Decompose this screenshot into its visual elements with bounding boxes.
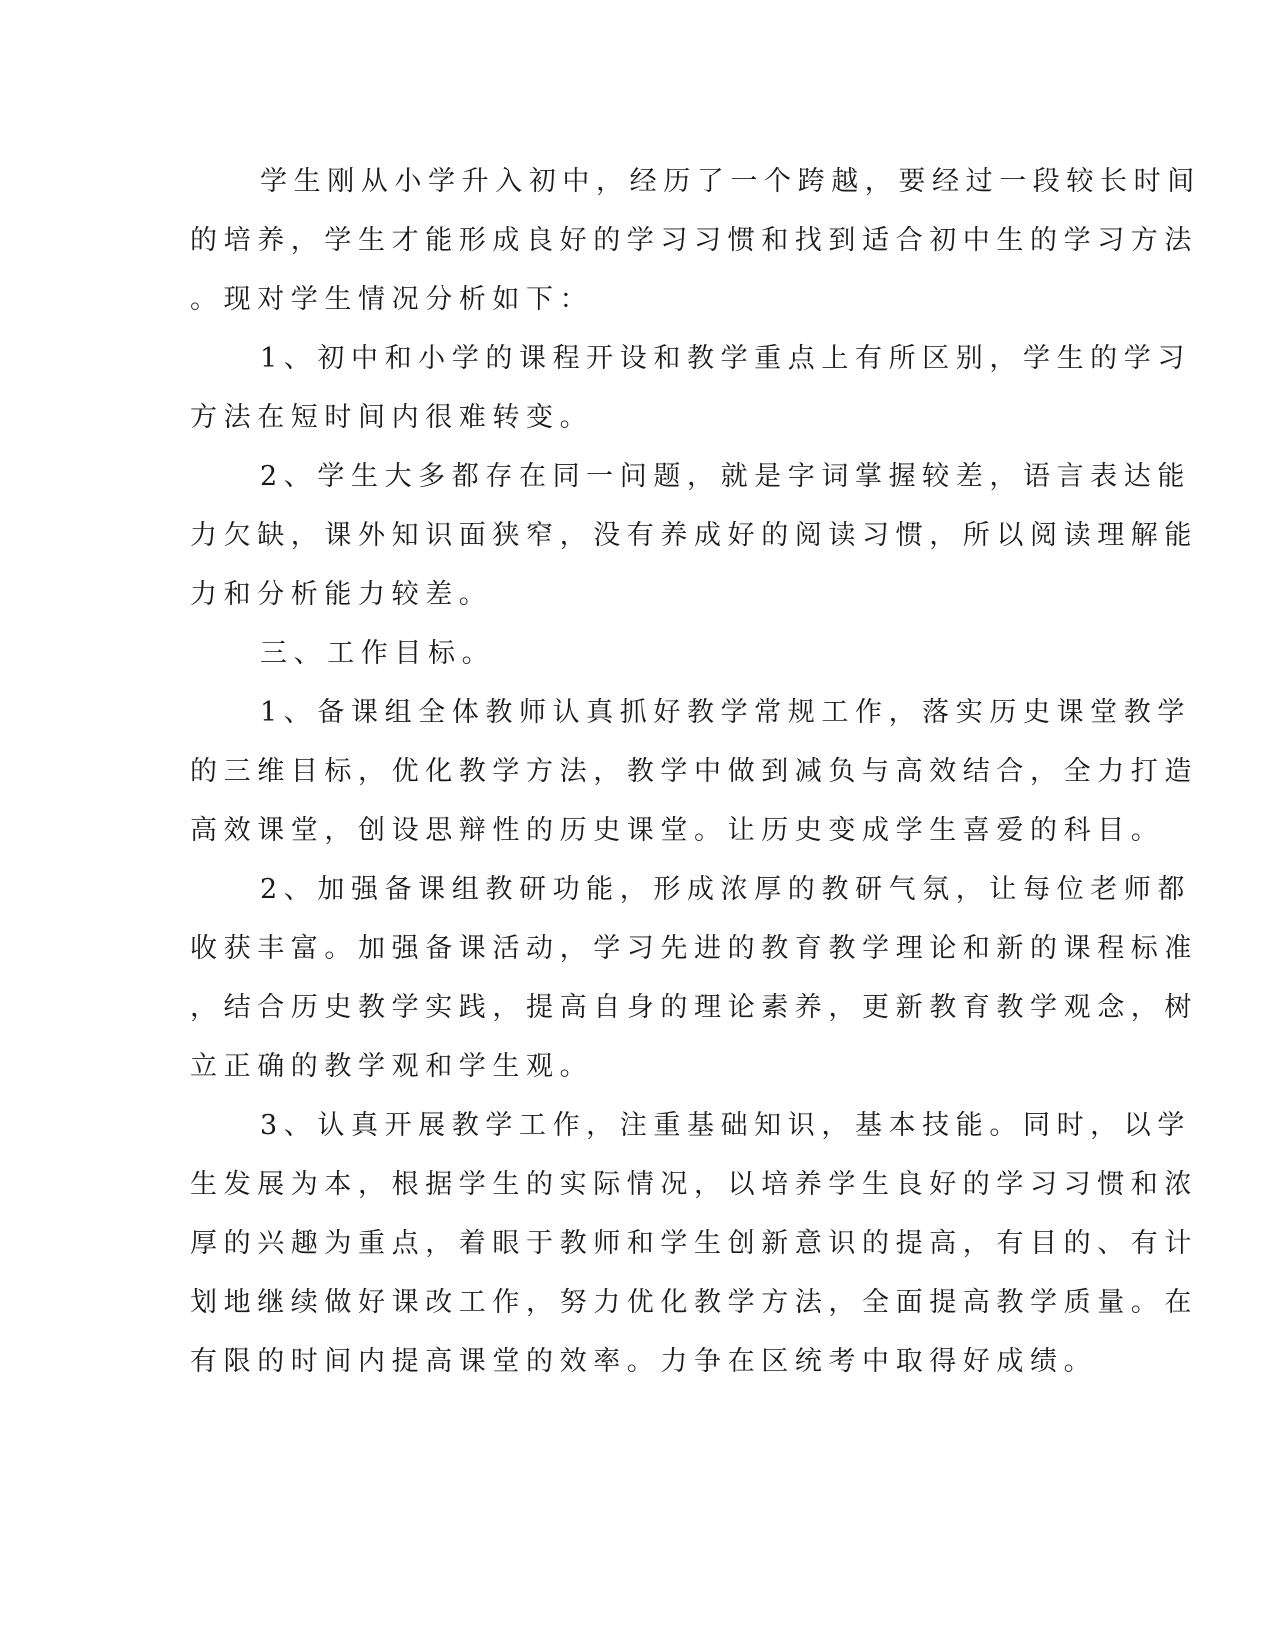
paragraph-5-line-4: 立正确的教学观和学生观。 <box>190 1051 594 1082</box>
paragraph-5-line-3: ，结合历史教学实践，提高自身的理论素养，更新教育教学观念，树 <box>190 992 1198 1023</box>
paragraph-2-line-1: 1、初中和小学的课程开设和教学重点上有所区别，学生的学习 <box>260 343 1191 374</box>
paragraph-6-line-4: 划地继续做好课改工作，努力优化教学方法，全面提高教学质量。在 <box>190 1287 1198 1318</box>
paragraph-3-line-2: 力欠缺，课外知识面狭窄，没有养成好的阅读习惯，所以阅读理解能 <box>190 520 1198 551</box>
paragraph-1-line-3: 。现对学生情况分析如下： <box>190 284 594 315</box>
section-heading-work-goals: 三、工作目标。 <box>260 638 496 669</box>
paragraph-1-line-1: 学生刚从小学升入初中，经历了一个跨越，要经过一段较长时间 <box>260 166 1201 197</box>
paragraph-6-line-3: 厚的兴趣为重点，着眼于教师和学生创新意识的提高，有目的、有计 <box>190 1228 1198 1259</box>
paragraph-3-line-3: 力和分析能力较差。 <box>190 579 493 610</box>
paragraph-2-line-2: 方法在短时间内很难转变。 <box>190 402 594 433</box>
paragraph-4-line-1: 1、备课组全体教师认真抓好教学常规工作，落实历史课堂教学 <box>260 697 1191 728</box>
paragraph-6-line-1: 3、认真开展教学工作，注重基础知识，基本技能。同时，以学 <box>260 1110 1191 1141</box>
paragraph-3-line-1: 2、学生大多都存在同一问题，就是字词掌握较差，语言表达能 <box>260 461 1191 492</box>
paragraph-6-line-2: 生发展为本，根据学生的实际情况，以培养学生良好的学习习惯和浓 <box>190 1169 1198 1200</box>
paragraph-4-line-3: 高效课堂，创设思辩性的历史课堂。让历史变成学生喜爱的科目。 <box>190 815 1165 846</box>
paragraph-5-line-1: 2、加强备课组教研功能，形成浓厚的教研气氛，让每位老师都 <box>260 874 1191 905</box>
paragraph-6-line-5: 有限的时间内提高课堂的效率。力争在区统考中取得好成绩。 <box>190 1346 1098 1377</box>
paragraph-4-line-2: 的三维目标，优化教学方法，教学中做到减负与高效结合，全力打造 <box>190 756 1198 787</box>
paragraph-1-line-2: 的培养，学生才能形成良好的学习习惯和找到适合初中生的学习方法 <box>190 225 1198 256</box>
paragraph-5-line-2: 收获丰富。加强备课活动，学习先进的教育教学理论和新的课程标准 <box>190 933 1198 964</box>
